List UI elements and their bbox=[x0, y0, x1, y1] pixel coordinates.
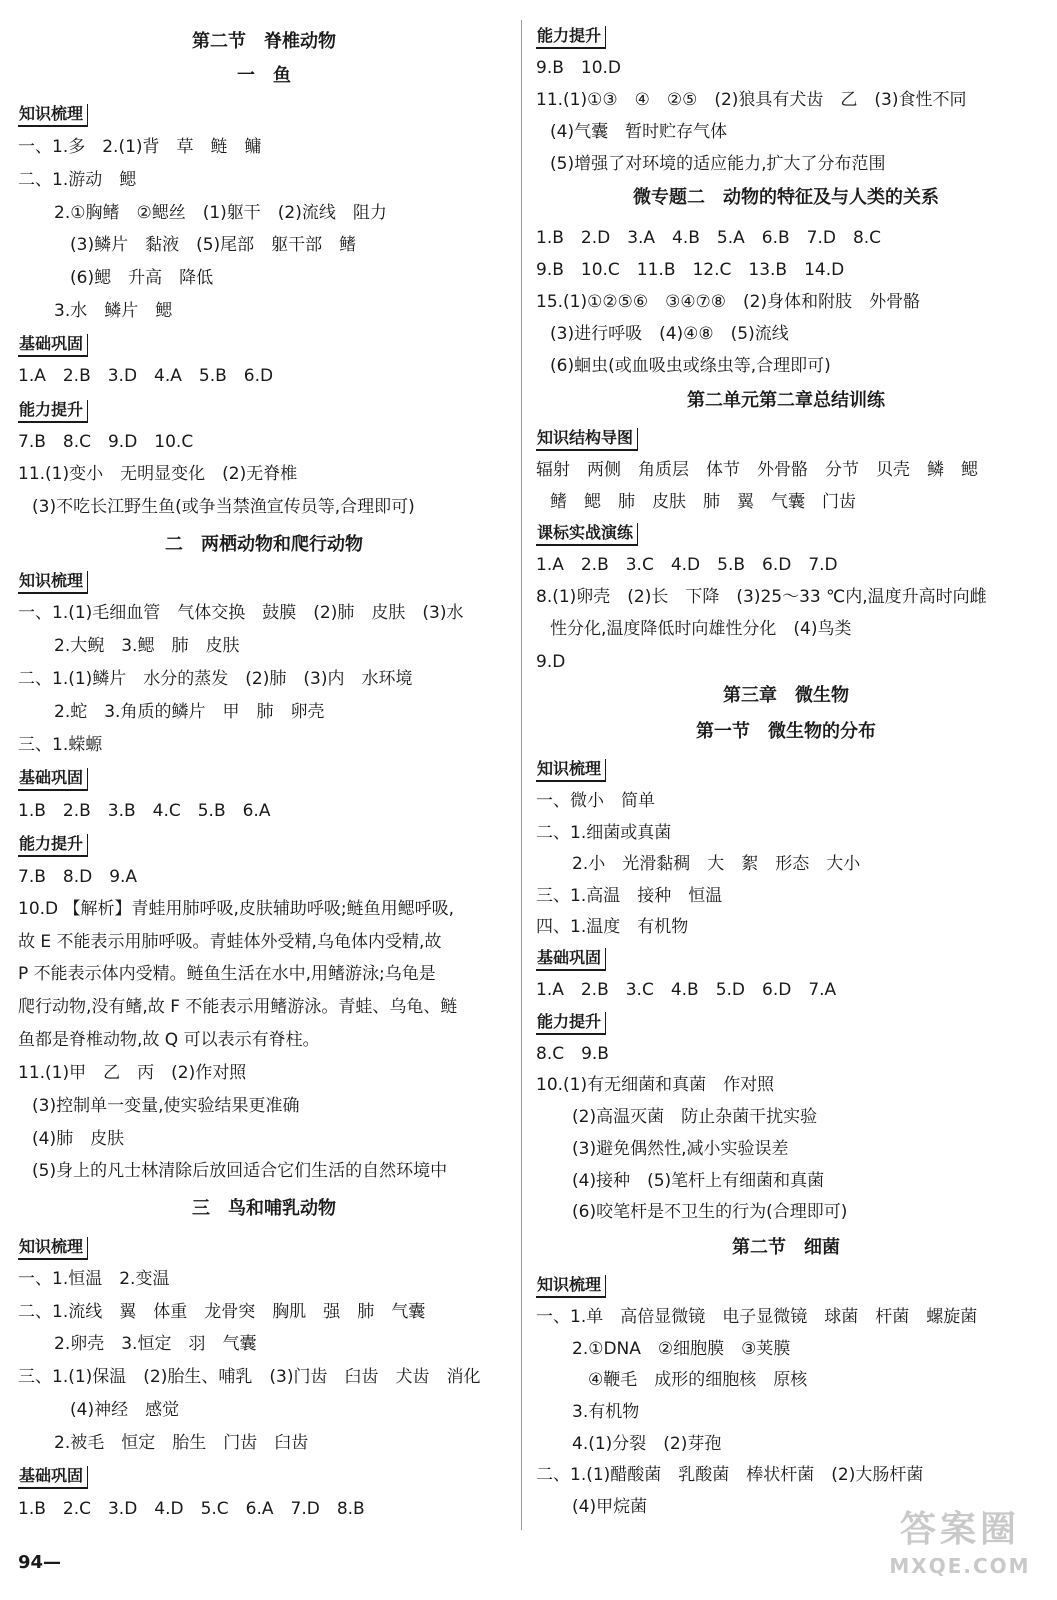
label-advanced: 能力提升 bbox=[18, 400, 88, 423]
answer-line: 二、1.细菌或真菌 bbox=[536, 823, 672, 843]
answer-line: 2.①胸鳍 ②鳃丝 (1)躯干 (2)流线 阻力 bbox=[54, 203, 387, 223]
answer-line: 一、1.单 高倍显微镜 电子显微镜 球菌 杆菌 螺旋菌 bbox=[536, 1307, 978, 1327]
answer-line: ④鞭毛 成形的细胞核 原核 bbox=[588, 1370, 808, 1390]
label-advanced: 能力提升 bbox=[536, 26, 606, 49]
answer-line: (3)鳞片 黏液 (5)尾部 躯干部 鳍 bbox=[70, 235, 357, 255]
answer-line: 性分化,温度降低时向雄性分化 (4)鸟类 bbox=[550, 619, 852, 639]
answer-line: (5)身上的凡士林清除后放回适合它们生活的自然环境中 bbox=[32, 1161, 448, 1181]
answer-line: 11.(1)甲 乙 丙 (2)作对照 bbox=[18, 1063, 247, 1083]
answer-line: (3)不吃长江野生鱼(或争当禁渔宣传员等,合理即可) bbox=[32, 497, 415, 517]
subsection-title: 第二单元第二章总结训练 bbox=[687, 390, 885, 411]
answer-line: 鳍 鳃 肺 皮肤 肺 翼 气囊 门齿 bbox=[550, 492, 856, 512]
answer-line: 二、1.游动 鳃 bbox=[18, 170, 137, 190]
answer-line: (5)增强了对环境的适应能力,扩大了分布范围 bbox=[550, 154, 886, 174]
answer-line: 10.(1)有无细菌和真菌 作对照 bbox=[536, 1075, 775, 1095]
answer-line: 三、1.高温 接种 恒温 bbox=[536, 886, 723, 906]
answer-line: 11.(1)变小 无明显变化 (2)无脊椎 bbox=[18, 464, 298, 484]
answer-line: 2.小 光滑黏稠 大 絮 形态 大小 bbox=[572, 854, 861, 874]
answer-line: 1.A 2.B 3.D 4.A 5.B 6.D bbox=[18, 366, 274, 386]
column-divider bbox=[521, 20, 522, 1530]
page-number: 94— bbox=[18, 1552, 62, 1573]
answer-line: 1.B 2.D 3.A 4.B 5.A 6.B 7.D 8.C bbox=[536, 228, 882, 248]
watermark-logo bbox=[875, 1508, 1045, 1590]
answer-line: (4)神经 感觉 bbox=[70, 1400, 180, 1420]
answer-line: 15.(1)①②⑤⑥ ③④⑦⑧ (2)身体和附肢 外骨骼 bbox=[536, 292, 921, 312]
answer-line: P 不能表示体内受精。鲢鱼生活在水中,用鳍游泳;乌龟是 bbox=[18, 964, 436, 984]
answer-line: 9.D bbox=[536, 652, 566, 672]
answer-line: (4)接种 (5)笔杆上有细菌和真菌 bbox=[572, 1171, 825, 1191]
answer-line: 4.(1)分裂 (2)芽孢 bbox=[572, 1434, 722, 1454]
answer-line: 1.A 2.B 3.C 4.B 5.D 6.D 7.A bbox=[536, 980, 837, 1000]
answer-line: 故 E 不能表示用肺呼吸。青蛙体外受精,乌龟体内受精,故 bbox=[18, 932, 442, 952]
answer-line: 辐射 两侧 角质层 体节 外骨骼 分节 贝壳 鳞 鳃 bbox=[536, 460, 978, 480]
answer-line: 7.B 8.C 9.D 10.C bbox=[18, 432, 194, 452]
section-title: 第二节 细菌 bbox=[732, 1237, 840, 1258]
answer-line: 3.有机物 bbox=[572, 1402, 640, 1422]
label-basic: 基础巩固 bbox=[18, 768, 88, 791]
answer-line: 2.①DNA ②细胞膜 ③荚膜 bbox=[572, 1339, 791, 1359]
subsection-title: 二 两栖动物和爬行动物 bbox=[165, 534, 363, 555]
answer-line: 9.B 10.C 11.B 12.C 13.B 14.D bbox=[536, 260, 845, 280]
label-practice: 课标实战演练 bbox=[536, 523, 638, 546]
section-title: 第一节 微生物的分布 bbox=[696, 721, 876, 742]
label-knowledge: 知识梳理 bbox=[18, 104, 88, 127]
label-basic: 基础巩固 bbox=[18, 1466, 88, 1489]
label-advanced: 能力提升 bbox=[18, 834, 88, 857]
label-knowledge: 知识梳理 bbox=[18, 571, 88, 594]
label-advanced: 能力提升 bbox=[536, 1012, 606, 1035]
answer-line: (4)气囊 暂时贮存气体 bbox=[550, 122, 728, 142]
answer-line: 9.B 10.D bbox=[536, 58, 622, 78]
label-knowledge: 知识梳理 bbox=[536, 1275, 606, 1298]
answer-line: 2.被毛 恒定 胎生 门齿 臼齿 bbox=[54, 1433, 309, 1453]
watermark-text: 答案圈 bbox=[899, 1509, 1020, 1550]
answer-line: 一、1.多 2.(1)背 草 鲢 鳙 bbox=[18, 137, 262, 157]
answer-line: 1.B 2.B 3.B 4.C 5.B 6.A bbox=[18, 801, 271, 821]
chapter-title: 第三章 微生物 bbox=[723, 685, 849, 706]
answer-line: (6)鳃 升高 降低 bbox=[70, 268, 214, 288]
subsection-title: 一 鱼 bbox=[237, 65, 291, 86]
answer-line: 三、1.蝾螈 bbox=[18, 735, 103, 755]
label-knowledge: 知识梳理 bbox=[536, 759, 606, 782]
answer-line: 三、1.(1)保温 (2)胎生、哺乳 (3)门齿 臼齿 犬齿 消化 bbox=[18, 1367, 481, 1387]
answer-line: 2.卵壳 3.恒定 羽 气囊 bbox=[54, 1334, 257, 1354]
answer-line: 1.B 2.C 3.D 4.D 5.C 6.A 7.D 8.B bbox=[18, 1499, 365, 1519]
answer-line: 8.C 9.B bbox=[536, 1044, 609, 1064]
answer-line: 一、1.恒温 2.变温 bbox=[18, 1269, 170, 1289]
answer-line: (4)甲烷菌 bbox=[572, 1497, 648, 1517]
answer-line: (3)控制单一变量,使实验结果更准确 bbox=[32, 1096, 300, 1116]
answer-line: (6)咬笔杆是不卫生的行为(合理即可) bbox=[572, 1202, 848, 1222]
answer-line: 二、1.流线 翼 体重 龙骨突 胸肌 强 肺 气囊 bbox=[18, 1302, 426, 1322]
answer-line: 8.(1)卵壳 (2)长 下降 (3)25～33 ℃内,温度升高时向雌 bbox=[536, 587, 987, 607]
answer-line: (6)蛔虫(或血吸虫或绦虫等,合理即可) bbox=[550, 356, 831, 376]
answer-line: 四、1.温度 有机物 bbox=[536, 917, 689, 937]
answer-line: 二、1.(1)醋酸菌 乳酸菌 棒状杆菌 (2)大肠杆菌 bbox=[536, 1465, 924, 1485]
subsection-title: 微专题二 动物的特征及与人类的关系 bbox=[633, 187, 939, 208]
answer-line: 爬行动物,没有鳍,故 F 不能表示用鳍游泳。青蛙、乌龟、鲢 bbox=[18, 997, 458, 1017]
label-basic: 基础巩固 bbox=[18, 334, 88, 357]
answer-line: 鱼都是脊椎动物,故 Q 可以表示有脊柱。 bbox=[18, 1030, 320, 1050]
answer-line: 二、1.(1)鳞片 水分的蒸发 (2)肺 (3)内 水环境 bbox=[18, 669, 413, 689]
answer-line: (3)进行呼吸 (4)④⑧ (5)流线 bbox=[550, 324, 789, 344]
answer-line: (2)高温灭菌 防止杂菌干扰实验 bbox=[572, 1107, 818, 1127]
answer-line: 10.D 【解析】青蛙用肺呼吸,皮肤辅助呼吸;鲢鱼用鳃呼吸, bbox=[18, 899, 455, 919]
answer-line: 一、微小 简单 bbox=[536, 791, 655, 811]
answer-line: 1.A 2.B 3.C 4.D 5.B 6.D 7.D bbox=[536, 555, 838, 575]
label-knowledge-map: 知识结构导图 bbox=[536, 428, 638, 451]
subsection-title: 三 鸟和哺乳动物 bbox=[192, 1198, 336, 1219]
answer-line: 3.水 鳞片 鳃 bbox=[54, 301, 173, 321]
answer-line: 2.蛇 3.角质的鳞片 甲 肺 卵壳 bbox=[54, 702, 325, 722]
label-basic: 基础巩固 bbox=[536, 948, 606, 971]
answer-line: 2.大鲵 3.鳃 肺 皮肤 bbox=[54, 636, 240, 656]
answer-line: (3)避免偶然性,减小实验误差 bbox=[572, 1139, 789, 1159]
watermark-domain: MXQE.COM bbox=[889, 1554, 1031, 1578]
answer-line: (4)肺 皮肤 bbox=[32, 1129, 125, 1149]
answer-line: 一、1.(1)毛细血管 气体交换 鼓膜 (2)肺 皮肤 (3)水 bbox=[18, 603, 464, 623]
section-title: 第二节 脊椎动物 bbox=[192, 31, 336, 52]
label-knowledge: 知识梳理 bbox=[18, 1237, 88, 1260]
answer-line: 11.(1)①③ ④ ②⑤ (2)狼具有犬齿 乙 (3)食性不同 bbox=[536, 90, 967, 110]
answer-line: 7.B 8.D 9.A bbox=[18, 867, 138, 887]
